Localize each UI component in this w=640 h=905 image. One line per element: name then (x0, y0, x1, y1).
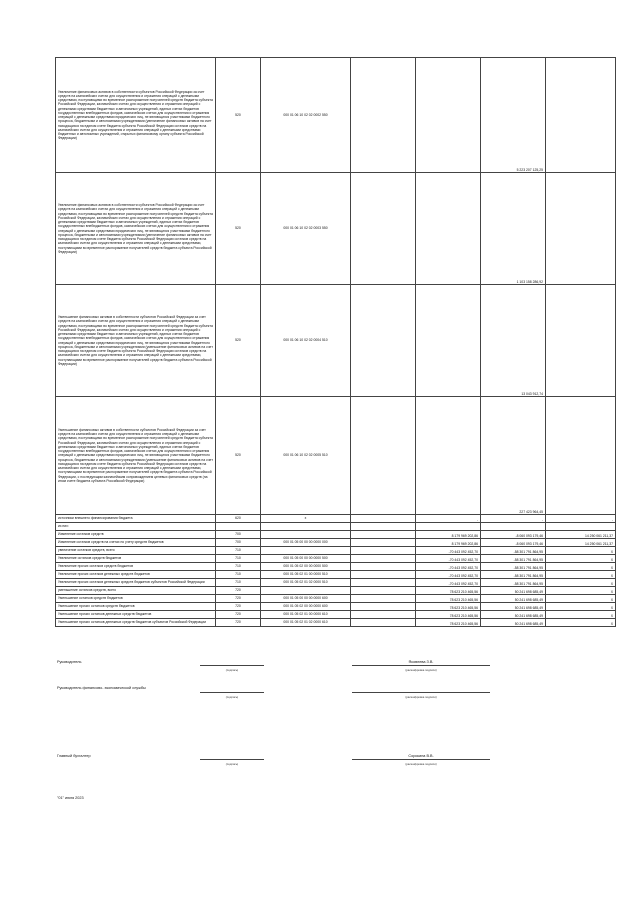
row-name-cell: уменьшение остатков средств, всего (56, 587, 216, 595)
row-value-2-cell: -58 301 791 864,95 (481, 547, 546, 555)
row-value-1-cell: -70 443 092 452,70 (416, 547, 481, 555)
row-empty-cell (351, 555, 416, 563)
row-value-2-cell: 50 241 698 685,49 (481, 595, 546, 603)
row-value-2-cell: 227 423 964,45 (481, 397, 546, 515)
row-value-2-cell: -58 301 791 864,95 (481, 571, 546, 579)
row-value-3-cell: X (546, 555, 616, 563)
row-name-cell: Уменьшение финансовых активов в собственности субъектов Российской Федерации за счет средств на казначейских счетах для осуществления и отражения операций с денежными средствами, поступающими во временное распоряжение получателей средств бюджета субъекта Российской Федерации, казначейских счетах для осуществления и отражения операций с денежными средствами бюджетных и автономных учреждений, единых счетах бюджетов государственных внебюджетных фондов, казначейских счетах для осуществления и отражения операций с денежными средствами юридических лиц, не являющихся участниками бюджетного процесса, бюджетными и автономными учреждениями (уменьшение финансовых активов на счет находящихся на едином счете бюджета субъекта Российской Федерации остатков средств на казначейских счетах для осуществления и отражения операций с денежными средствами, поступающими во временное распоряжение получателей средств бюджета субъекта Российской Федерации) (56, 285, 216, 397)
row-value-2-cell: 50 241 698 685,49 (481, 603, 546, 611)
row-budget-code-cell (261, 547, 351, 555)
head-name-caption: (расшифровка подписи) (405, 668, 437, 672)
row-value-2-cell: -58 301 791 864,95 (481, 563, 546, 571)
table-row (56, 531, 616, 539)
row-value-1-cell (416, 173, 481, 285)
row-name-cell: Изменение остатков средств (56, 531, 216, 539)
table-row (56, 285, 616, 397)
row-empty-cell (351, 611, 416, 619)
row-value-3-cell: X (546, 595, 616, 603)
row-empty-cell (351, 563, 416, 571)
row-value-2-cell: -58 301 791 864,95 (481, 579, 546, 587)
table-row (56, 587, 616, 595)
row-budget-code-cell: 000 01 06 10 02 02 0005 510 (261, 397, 351, 515)
report-table (55, 57, 616, 627)
table-row (56, 515, 616, 523)
row-value-2-cell: 50 241 698 685,49 (481, 619, 546, 627)
row-value-1-cell (416, 523, 481, 531)
report-table-body (56, 58, 616, 627)
row-value-3-cell (546, 285, 616, 397)
row-line-code-cell: 720 (216, 611, 261, 619)
table-row (56, 595, 616, 603)
row-budget-code-cell: 000 01 06 10 02 02 0002 550 (261, 58, 351, 173)
row-value-3-cell (546, 397, 616, 515)
row-budget-code-cell: x (261, 515, 351, 523)
table-row (56, 571, 616, 579)
row-budget-code-cell: 000 01 05 02 00 00 0000 500 (261, 563, 351, 571)
row-line-code-cell: 520 (216, 58, 261, 173)
row-budget-code-cell: 000 01 05 02 00 00 0000 600 (261, 603, 351, 611)
row-name-cell: Увеличение финансовых активов в собственности субъектов Российской Федерации за счет средств на казначейских счетах для осуществления и отражения операций с денежными средствами, поступающими во временное распоряжение получателей средств бюджета субъекта Российской Федерации, казначейских счетах для осуществления и отражения операций с денежными средствами бюджетных и автономных учреждений, единых счетах бюджетов государственных внебюджетных фондов, казначейских счетах для осуществления и отражения операций с денежными средствами юридических лиц, не являющихся участниками бюджетного процесса, бюджетными и автономными учреждениями (увеличение финансовых активов на счет находящихся на едином счете бюджета субъекта Российской Федерации остатков средств на казначейских счетах для осуществления и отражения операций с денежными средствами, поступающими во временное распоряжение получателей средств бюджета субъекта Российской Федерации) (56, 173, 216, 285)
table-row (56, 579, 616, 587)
row-value-1-cell: 78 623 210 465,56 (416, 619, 481, 627)
row-value-3-cell: - (546, 515, 616, 523)
acc-label: Главный бухгалтер (57, 754, 91, 758)
row-value-1-cell: -70 443 092 452,70 (416, 563, 481, 571)
row-value-1-cell: 78 623 210 465,56 (416, 603, 481, 611)
row-value-2-cell: 1 103 158 286,92 (481, 173, 546, 285)
table-row (56, 547, 616, 555)
row-budget-code-cell (261, 523, 351, 531)
row-name-cell: Уменьшение прочих остатков денежных средств бюджетов (56, 611, 216, 619)
row-budget-code-cell: 000 01 05 02 01 02 0000 510 (261, 579, 351, 587)
table-row (56, 397, 616, 515)
row-value-3-cell: X (546, 587, 616, 595)
row-value-3-cell (546, 523, 616, 531)
row-budget-code-cell (261, 531, 351, 539)
row-value-3-cell (546, 173, 616, 285)
row-value-1-cell (416, 397, 481, 515)
row-budget-code-cell: 000 01 05 00 00 00 0000 600 (261, 595, 351, 603)
table-row (56, 523, 616, 531)
row-value-3-cell: 14 250 061 211,37 (546, 531, 616, 539)
head-sign-caption: (подпись) (225, 668, 239, 672)
fin-sign-line (200, 692, 264, 693)
row-value-3-cell (546, 58, 616, 173)
report-date: "01" июля 2023 (57, 796, 84, 800)
row-name-cell: Увеличение прочих остатков денежных средств бюджетов (56, 571, 216, 579)
row-empty-cell (351, 579, 416, 587)
acc-name-line (352, 759, 490, 760)
row-line-code-cell: 710 (216, 547, 261, 555)
row-value-2-cell: 5 223 207 125,25 (481, 58, 546, 173)
row-value-1-cell: 8 179 969 202,86 (416, 539, 481, 547)
row-empty-cell (351, 397, 416, 515)
row-line-code-cell: 520 (216, 397, 261, 515)
row-empty-cell (351, 595, 416, 603)
row-empty-cell (351, 173, 416, 285)
row-budget-code-cell: 000 01 05 02 01 00 0000 510 (261, 571, 351, 579)
row-line-code-cell: 620 (216, 515, 261, 523)
fin-name-line (352, 692, 490, 693)
row-line-code-cell: 710 (216, 555, 261, 563)
head-label: Руководитель (57, 660, 82, 664)
row-budget-code-cell: 000 01 06 10 02 02 0004 510 (261, 285, 351, 397)
row-empty-cell (351, 515, 416, 523)
row-value-1-cell (416, 285, 481, 397)
fin-sign-caption: (подпись) (225, 695, 239, 699)
row-value-1-cell: 78 623 210 465,56 (416, 595, 481, 603)
row-value-3-cell: X (546, 579, 616, 587)
acc-name: Сорокина В.В. (408, 754, 434, 758)
row-value-2-cell: -8 060 093 179,46 (481, 531, 546, 539)
row-empty-cell (351, 571, 416, 579)
fin-name-caption: (расшифровка подписи) (405, 695, 437, 699)
row-value-1-cell: -70 443 092 452,70 (416, 571, 481, 579)
row-line-code-cell: 520 (216, 285, 261, 397)
row-budget-code-cell: 000 01 05 02 01 02 0000 610 (261, 619, 351, 627)
row-name-cell: Увеличение прочих остатков средств бюджетов (56, 563, 216, 571)
row-value-1-cell: 78 623 210 465,56 (416, 611, 481, 619)
row-value-2-cell: 50 241 698 685,49 (481, 587, 546, 595)
row-value-3-cell: X (546, 611, 616, 619)
table-row (56, 173, 616, 285)
row-value-2-cell: 13 043 912,74 (481, 285, 546, 397)
row-value-2-cell: -8 060 093 179,46 (481, 539, 546, 547)
acc-sign-caption: (подпись) (225, 762, 239, 766)
row-empty-cell (351, 539, 416, 547)
row-name-cell: Уменьшение финансовых активов в собственности субъектов Российской Федерации за счет средств на казначейских счетах для осуществления и отражения операций с денежными средствами, поступающими во временное распоряжение получателей средств бюджета субъекта Российской Федерации, казначейских счетах для осуществления и отражения операций с денежными средствами бюджетных и автономных учреждений, единых счетах бюджетов государственных внебюджетных фондов, казначейских счетах для осуществления и отражения операций с денежными средствами юридических лиц, не являющихся участниками бюджетного процесса, бюджетными и автономными учреждениями (уменьшение финансовых активов на счет находящихся на едином счете бюджета субъекта Российской Федерации остатков средств на казначейских счетах для осуществления и отражения операций с денежными средствами, поступающими во временное распоряжение получателей средств бюджета субъекта Российской Федерации, с последующим казначейским сопровождением целевых финансовых средств (на ином счете бюджета субъекта Российской Федерации) (56, 397, 216, 515)
fin-label: Руководитель финансово- экономической службы (57, 686, 146, 690)
acc-name-caption: (расшифровка подписи) (405, 762, 437, 766)
row-line-code-cell: 700 (216, 539, 261, 547)
row-name-cell: Уменьшение прочих остатков средств бюджетов (56, 603, 216, 611)
acc-sign-line (200, 759, 264, 760)
row-empty-cell (351, 58, 416, 173)
row-line-code-cell: 720 (216, 603, 261, 611)
row-empty-cell (351, 531, 416, 539)
row-value-2-cell (481, 523, 546, 531)
head-sign-line (200, 665, 264, 666)
row-line-code-cell (216, 523, 261, 531)
row-value-3-cell: X (546, 563, 616, 571)
row-name-cell: Уменьшение прочих остатков денежных средств бюджетов субъектов Российской Федерации (56, 619, 216, 627)
row-line-code-cell: 720 (216, 619, 261, 627)
row-value-3-cell: X (546, 603, 616, 611)
table-row (56, 619, 616, 627)
row-value-3-cell: 14 250 061 211,37 (546, 539, 616, 547)
row-name-cell: Увеличение прочих остатков денежных средств бюджетов субъектов Российской Федерации (56, 579, 216, 587)
row-line-code-cell: 700 (216, 531, 261, 539)
row-line-code-cell: 520 (216, 173, 261, 285)
row-value-1-cell: -70 443 092 452,70 (416, 579, 481, 587)
row-name-cell: Уменьшение остатков средств бюджетов (56, 595, 216, 603)
row-value-3-cell: X (546, 619, 616, 627)
row-empty-cell (351, 603, 416, 611)
row-empty-cell (351, 619, 416, 627)
row-name-cell: из них: (56, 523, 216, 531)
row-name-cell: источники внешнего финансирования бюджета (56, 515, 216, 523)
row-budget-code-cell: 000 01 06 10 02 02 0003 550 (261, 173, 351, 285)
row-value-1-cell: 78 623 210 465,56 (416, 587, 481, 595)
row-value-3-cell: X (546, 571, 616, 579)
table-row (56, 555, 616, 563)
row-value-3-cell: X (546, 547, 616, 555)
row-value-1-cell: - (416, 515, 481, 523)
table-row (56, 563, 616, 571)
row-budget-code-cell: 000 01 05 00 00 00 0000 000 (261, 539, 351, 547)
row-value-2-cell: - (481, 515, 546, 523)
table-row (56, 58, 616, 173)
row-budget-code-cell: 000 01 05 02 01 00 0000 610 (261, 611, 351, 619)
row-value-1-cell (416, 58, 481, 173)
row-empty-cell (351, 547, 416, 555)
row-name-cell: Изменение остатков средств на счетах по учету средств бюджетов (56, 539, 216, 547)
row-value-1-cell: 8 179 969 202,86 (416, 531, 481, 539)
head-name-line (352, 665, 490, 666)
row-budget-code-cell: 000 01 05 00 00 00 0000 500 (261, 555, 351, 563)
row-value-2-cell: 50 241 698 685,49 (481, 611, 546, 619)
row-empty-cell (351, 523, 416, 531)
row-name-cell: Увеличение остатков средств бюджетов (56, 555, 216, 563)
row-line-code-cell: 710 (216, 579, 261, 587)
row-value-2-cell: -58 301 791 864,95 (481, 555, 546, 563)
row-value-1-cell: -70 443 092 452,70 (416, 555, 481, 563)
row-name-cell: увеличение остатков средств, всего (56, 547, 216, 555)
table-row (56, 611, 616, 619)
table-row (56, 603, 616, 611)
row-line-code-cell: 710 (216, 563, 261, 571)
row-budget-code-cell (261, 587, 351, 595)
table-row (56, 539, 616, 547)
row-line-code-cell: 710 (216, 571, 261, 579)
row-empty-cell (351, 285, 416, 397)
row-empty-cell (351, 587, 416, 595)
row-line-code-cell: 720 (216, 587, 261, 595)
row-line-code-cell: 720 (216, 595, 261, 603)
head-name: Яковлева З.В. (408, 660, 434, 664)
row-name-cell: Увеличение финансовых активов в собственности субъектов Российской Федерации за счет средств на казначейских счетах для осуществления и отражения операций с денежными средствами, поступающими во временное распоряжение получателей средств бюджета субъекта Российской Федерации, казначейских счетах для осуществления и отражения операций с денежными средствами бюджетных и автономных учреждений, единых счетах бюджетов государственных внебюджетных фондов, казначейских счетах для осуществления и отражения операций с денежными средствами юридических лиц, не являющихся участниками бюджетного процесса, бюджетными и автономными учреждениями (увеличение финансовых активов на счет находящихся на едином счете бюджета субъекта Российской Федерации остатков средств на казначейских счетах для осуществления и отражения операций с денежными средствами бюджетных и автономных учреждений, открытых финансовому органу субъекта Российской Федерации) (56, 58, 216, 173)
